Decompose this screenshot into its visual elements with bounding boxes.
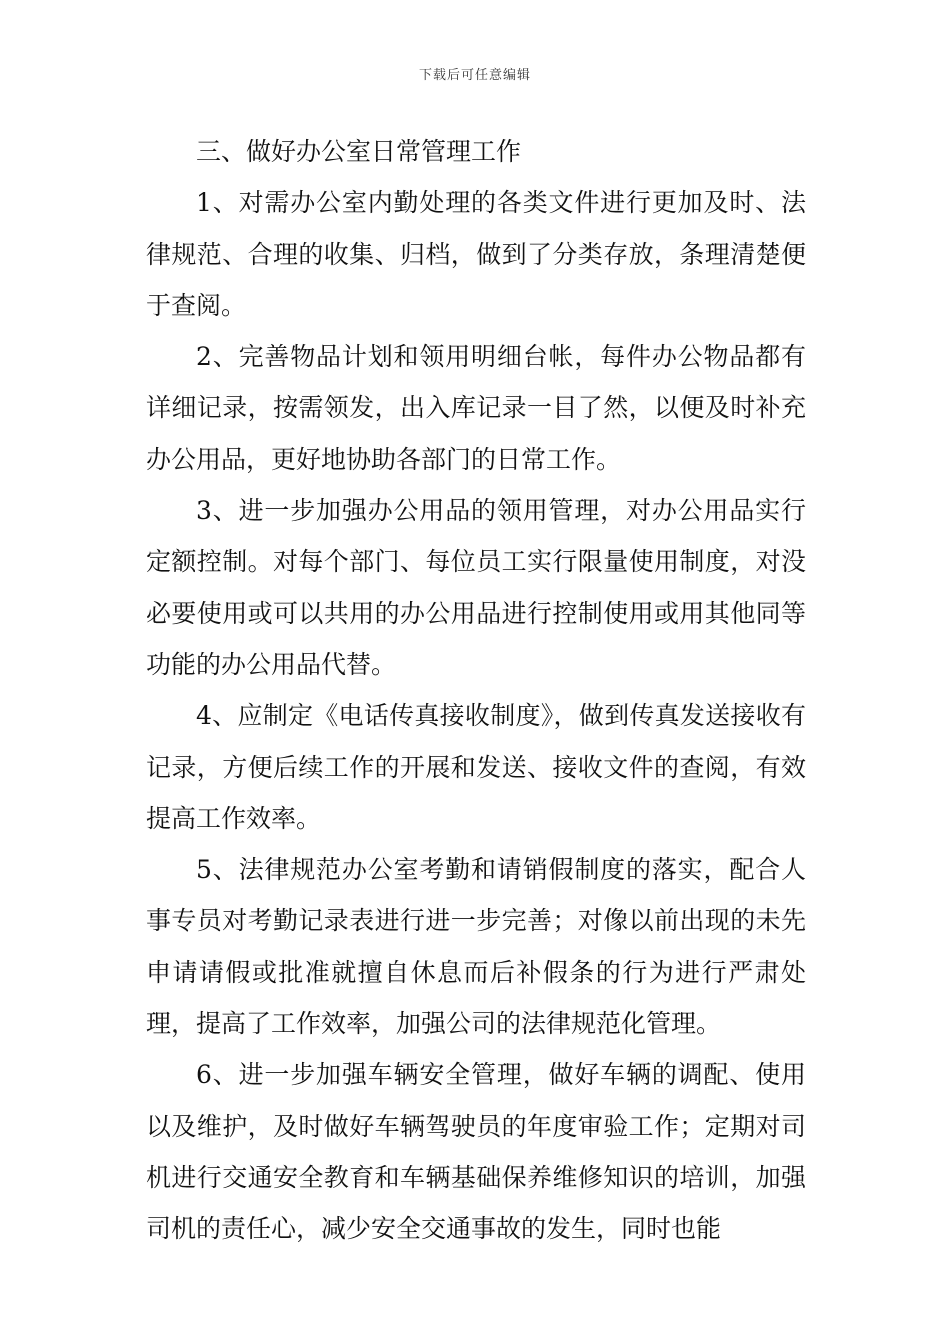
section-heading: 三、做好办公室日常管理工作	[196, 137, 522, 166]
paragraph-6: 6、进一步加强车辆安全管理，做好车辆的调配、使用以及维护，及时做好车辆驾驶员的年度审验工作；定期对司机进行交通安全教育和车辆基础保养维修知识的培训，加强司机的责任心，减少安全交通事故的发生，同时也能	[146, 1060, 806, 1244]
paragraph-2: 2、完善物品计划和领用明细台帐，每件办公物品都有详细记录，按需领发，出入库记录一目了然，以便及时补充办公用品，更好地协助各部门的日常工作。	[146, 342, 806, 474]
paragraph-5: 5、法律规范办公室考勤和请销假制度的落实，配合人事专员对考勤记录表进行进一步完善；对像以前出现的未先申请请假或批准就擅自休息而后补假条的行为进行严肃处理，提高了工作效率，加强公司的法律规范化管理。	[146, 855, 806, 1039]
paragraph-1: 1、对需办公室内勤处理的各类文件进行更加及时、法律规范、合理的收集、归档，做到了分类存放，条理清楚便于查阅。	[146, 188, 806, 320]
paragraph-4: 4、应制定《电话传真接收制度》，做到传真发送接收有记录，方便后续工作的开展和发送、接收文件的查阅，有效提高工作效率。	[146, 701, 806, 833]
paragraph-3: 3、进一步加强办公用品的领用管理，对办公用品实行定额控制。对每个部门、每位员工实行限量使用制度，对没必要使用或可以共用的办公用品进行控制使用或用其他同等功能的办公用品代替。	[146, 496, 806, 679]
document-body	[146, 126, 806, 1255]
page-header-note: 下载后可任意编辑	[418, 68, 531, 83]
